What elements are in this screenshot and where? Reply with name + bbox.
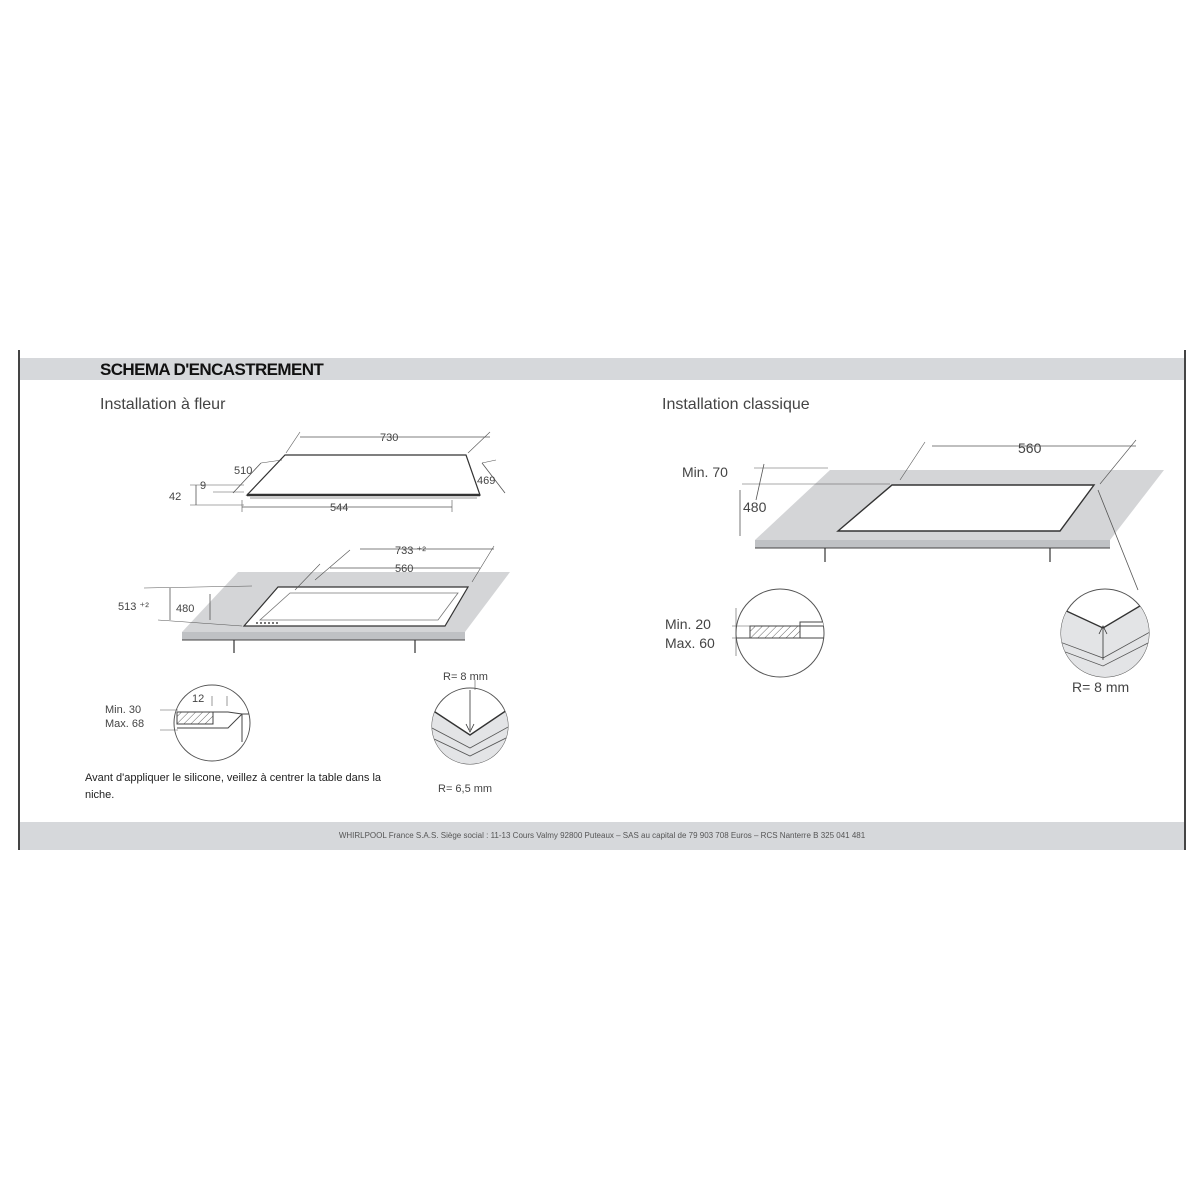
hob-drawing (169, 432, 505, 514)
dim-hob-inner-depth: 469 (477, 475, 496, 487)
worktop-max-flush: Max. 68 (105, 718, 145, 730)
dim-rebate-width: 733 ⁺² (395, 545, 426, 557)
centering-note: Avant d'appliquer le silicone, veillez à centrer la table dans la niche. (85, 772, 382, 801)
flush-edge-detail (105, 685, 260, 761)
dim-hob-depth: 510 (234, 465, 253, 477)
radius-classic: R= 8 mm (1072, 679, 1130, 695)
worktop-min-flush: Min. 30 (105, 704, 142, 716)
page-title: SCHEMA D'ENCASTREMENT (100, 360, 324, 379)
dim-hob-height: 42 (169, 491, 182, 503)
installation-sheet (18, 350, 1186, 850)
flush-corner-detail (432, 671, 510, 795)
dim-glass-thickness: 9 (200, 480, 207, 492)
classic-corner-detail (1060, 589, 1150, 695)
dim-cutout-width: 560 (395, 563, 414, 575)
dim-hob-width: 730 (380, 432, 399, 444)
dim-cutout-depth: 480 (176, 603, 195, 615)
classic-edge-detail (665, 589, 840, 680)
radius-rebate-flush: R= 8 mm (443, 671, 488, 683)
worktop-max-classic: Max. 60 (665, 635, 715, 651)
classic-cutout-drawing (682, 440, 1164, 590)
dim-hob-inner-width: 544 (330, 502, 349, 514)
radius-cutout-flush: R= 6,5 mm (438, 783, 493, 795)
dim-rebate-step: 12 (192, 693, 205, 705)
company-footer: WHIRLPOOL France S.A.S. Siège social : 11-13 Cours Valmy 92800 Puteaux – SAS au capital de 79 903 708 Euros – RCS Nanterre B 325 041 481 (338, 831, 866, 840)
classic-installation-heading: Installation classique (662, 396, 810, 413)
dim-classic-cutout-width: 560 (1018, 440, 1042, 456)
flush-installation-heading: Installation à fleur (100, 396, 226, 413)
worktop-min-classic: Min. 20 (665, 616, 711, 632)
dim-classic-min-edge: Min. 70 (682, 464, 728, 480)
flush-cutout-drawing (118, 545, 510, 653)
dim-rebate-depth: 513 ⁺² (118, 601, 149, 613)
dim-classic-cutout-depth: 480 (743, 499, 767, 515)
